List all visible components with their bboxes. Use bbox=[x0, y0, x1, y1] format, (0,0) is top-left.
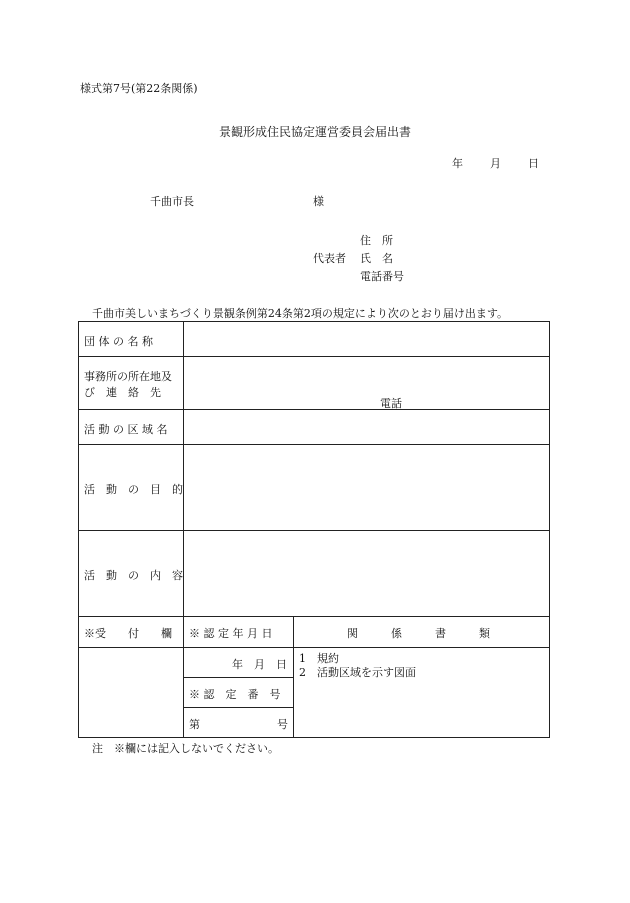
approval-date-label: ※ 認 定 年 月 日 bbox=[189, 627, 273, 640]
date-year: 年 bbox=[452, 157, 463, 170]
recipient: 千曲市長 bbox=[150, 195, 194, 208]
document-item: 2 活動区域を示す図面 bbox=[299, 666, 416, 679]
row-divider bbox=[78, 616, 550, 617]
footnote: 注 ※欄には記入しないでください。 bbox=[92, 742, 279, 755]
area-name-label: 活 動 の 区 域 名 bbox=[84, 423, 168, 436]
form-number: 様式第7号(第22条関係) bbox=[80, 82, 198, 95]
row-divider bbox=[78, 647, 550, 648]
col-divider bbox=[293, 616, 294, 738]
approval-date-value: 年 月 日 bbox=[232, 658, 287, 671]
office-label-line1: 事務所の所在地及 bbox=[84, 370, 172, 383]
approval-number-label: ※ 認 定 番 号 bbox=[189, 688, 281, 701]
date-line bbox=[452, 155, 566, 171]
number-prefix: 第 bbox=[189, 718, 200, 731]
date-day: 日 bbox=[528, 157, 539, 170]
col-divider bbox=[183, 321, 184, 738]
representative-label: 代表者 bbox=[313, 252, 346, 265]
row-divider bbox=[183, 677, 293, 678]
documents-label: 関 係 書 類 bbox=[347, 627, 490, 640]
row-divider bbox=[78, 530, 550, 531]
office-phone-label: 電話 bbox=[380, 397, 402, 410]
purpose-label: 活 動 の 目 的 bbox=[84, 483, 183, 496]
reception-label: ※受 付 欄 bbox=[84, 627, 172, 640]
name-label: 氏 名 bbox=[360, 252, 393, 265]
group-name-label: 団 体 の 名 称 bbox=[84, 335, 153, 348]
date-month: 月 bbox=[490, 157, 501, 170]
phone-label: 電話番号 bbox=[360, 270, 404, 283]
intro-text: 千曲市美しいまちづくり景観条例第24条第2項の規定により次のとおり届け出ます。 bbox=[92, 307, 509, 320]
number-suffix: 号 bbox=[277, 718, 288, 731]
document-item: 1 規約 bbox=[299, 652, 339, 665]
document-title: 景観形成住民協定運営委員会届出書 bbox=[218, 125, 411, 139]
content-label: 活 動 の 内 容 bbox=[84, 569, 183, 582]
address-label: 住 所 bbox=[360, 234, 393, 247]
row-divider bbox=[78, 409, 550, 410]
row-divider bbox=[78, 444, 550, 445]
recipient-suffix: 様 bbox=[313, 195, 324, 208]
row-divider bbox=[78, 356, 550, 357]
row-divider bbox=[183, 707, 293, 708]
office-label-line2: び 連 絡 先 bbox=[84, 386, 161, 399]
